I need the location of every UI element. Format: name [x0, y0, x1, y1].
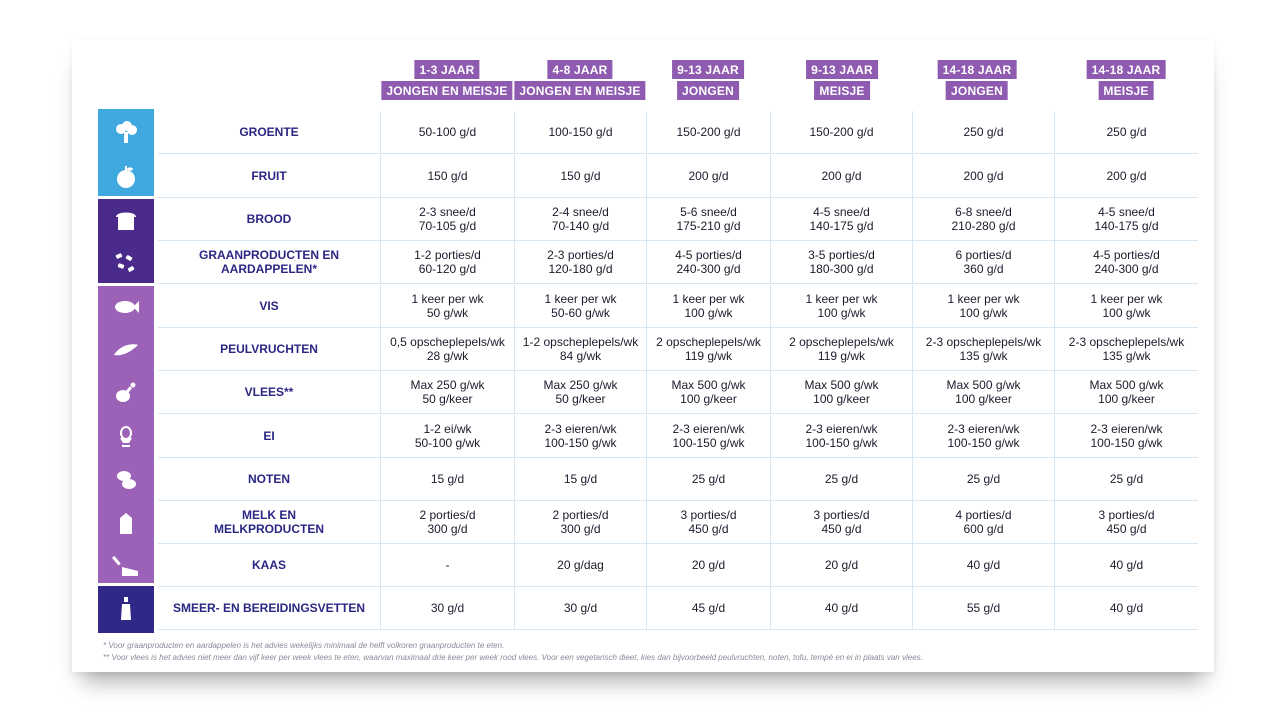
cell-line: 4-5 snee/d	[813, 205, 870, 219]
column-age-label: 4-8 JAAR	[548, 60, 613, 79]
table-row	[158, 501, 1198, 544]
cell-line: 2-4 snee/d	[552, 205, 609, 219]
bread-icon	[110, 206, 142, 234]
table-cell	[514, 587, 646, 629]
cell-line: 28 g/wk	[426, 349, 469, 363]
cell-line: 45 g/d	[691, 601, 726, 615]
table-cell	[770, 544, 912, 586]
cell-line: 100-150 g/wk	[672, 436, 745, 450]
cell-line: 55 g/d	[966, 601, 1001, 615]
cell-line: 4-5 porties/d	[675, 248, 742, 262]
cell-line: 200 g/d	[1106, 169, 1147, 183]
table-cell	[1054, 328, 1198, 370]
table-cell	[514, 198, 646, 240]
footnote-2: ** Voor vlees is het advies niet meer dan vijf keer per week vlees te eten, waarvan maximaal drie keer per week rood vlees. Voor een vegetarisch dieet, kies dan bijvoorbeeld peulvruchten, noten, tofu, tempé en ei in plaats van vlees.	[103, 653, 923, 662]
cell-line: 100 g/keer	[955, 392, 1012, 406]
table-cell	[646, 458, 770, 500]
row-label: SMEER- EN BEREIDINGSVETTEN	[172, 601, 366, 615]
cell-line: 135 g/wk	[959, 349, 1008, 363]
cell-line: 120-180 g/d	[548, 262, 613, 276]
table-cell	[912, 415, 1054, 457]
cell-line: 180-300 g/d	[809, 262, 874, 276]
cell-line: 5-6 snee/d	[680, 205, 737, 219]
table-cell	[912, 328, 1054, 370]
cell-line: 2-3 porties/d	[547, 248, 614, 262]
cell-line: 50-60 g/wk	[551, 306, 610, 320]
table-cell	[646, 285, 770, 327]
cell-line: 1-2 porties/d	[414, 248, 481, 262]
cell-line: 100-150 g/wk	[805, 436, 878, 450]
cell-line: 140-175 g/d	[809, 219, 874, 233]
footnote-1: * Voor graanproducten en aardappelen is het advies wekelijks minimaal de helft volkoren graanproducten te eten.	[103, 641, 505, 650]
table-cell	[912, 371, 1054, 413]
cell-line: 20 g/dag	[557, 558, 604, 572]
cell-line: 150 g/d	[427, 169, 468, 183]
cell-line: 175-210 g/d	[676, 219, 741, 233]
cell-line: 70-105 g/d	[418, 219, 477, 233]
table-cell	[380, 285, 514, 327]
row-label: BROOD	[246, 212, 292, 226]
table-cell	[380, 501, 514, 543]
table-row	[158, 285, 1198, 328]
cell-line: 50 g/keer	[555, 392, 606, 406]
table-cell	[1054, 285, 1198, 327]
cell-line: 50 g/wk	[426, 306, 469, 320]
table-cell	[514, 501, 646, 543]
cell-line: 4 porties/d	[955, 508, 1012, 522]
cell-line: 200 g/d	[963, 169, 1004, 183]
cell-line: 119 g/wk	[684, 349, 733, 363]
column-group-label: JONGEN	[677, 81, 739, 100]
cell-line: Max 500 g/wk	[671, 378, 746, 392]
table-cell	[1054, 111, 1198, 153]
table-cell	[514, 415, 646, 457]
cell-line: 100-150 g/d	[548, 125, 613, 139]
table-cell	[1054, 371, 1198, 413]
broccoli-icon	[110, 119, 142, 147]
row-label: VLEES**	[244, 385, 294, 399]
fish-icon	[110, 293, 142, 321]
table-row	[158, 371, 1198, 414]
column-group-label: MEISJE	[814, 81, 869, 100]
table-cell	[912, 111, 1054, 153]
cell-line: 100 g/wk	[959, 306, 1008, 320]
cell-line: 300 g/d	[560, 522, 601, 536]
table-cell	[646, 198, 770, 240]
cell-line: 150 g/d	[560, 169, 601, 183]
row-label: KAAS	[251, 558, 286, 572]
cell-line: 40 g/d	[966, 558, 1001, 572]
cell-line: 30 g/d	[563, 601, 598, 615]
cell-line: 3 porties/d	[1098, 508, 1155, 522]
egg-cup-icon	[110, 423, 142, 451]
column-age-label: 14-18 JAAR	[938, 60, 1017, 79]
cell-line: 6-8 snee/d	[955, 205, 1012, 219]
cell-line: 2-3 eieren/wk	[805, 422, 878, 436]
table-cell	[380, 111, 514, 153]
cell-line: 200 g/d	[821, 169, 862, 183]
cell-line: 15 g/d	[430, 472, 465, 486]
table-row	[158, 155, 1198, 198]
column-header	[514, 60, 645, 102]
cell-line: 2 opscheplepels/wk	[656, 335, 761, 349]
table-row	[158, 111, 1198, 154]
row-label: FRUIT	[251, 169, 287, 183]
cell-line: 2-3 eieren/wk	[947, 422, 1020, 436]
table-row	[158, 328, 1198, 371]
cell-line: 240-300 g/d	[1094, 262, 1159, 276]
row-label: NOTEN	[248, 472, 290, 486]
column-age-label: 9-13 JAAR	[806, 60, 878, 79]
cell-line: 100-150 g/wk	[947, 436, 1020, 450]
table-cell	[770, 155, 912, 197]
cell-line: 100 g/keer	[680, 392, 737, 406]
cell-line: 100 g/wk	[1102, 306, 1151, 320]
column-group-label: JONGEN	[946, 81, 1008, 100]
cell-line: 210-280 g/d	[951, 219, 1016, 233]
column-age-label: 9-13 JAAR	[672, 60, 744, 79]
table-cell	[912, 458, 1054, 500]
cell-line: 200 g/d	[688, 169, 729, 183]
cell-line: 15 g/d	[563, 472, 598, 486]
table-cell	[1054, 587, 1198, 629]
cell-line: 50-100 g/wk	[414, 436, 481, 450]
table-cell	[770, 458, 912, 500]
cell-line: Max 250 g/wk	[410, 378, 485, 392]
table-cell	[770, 371, 912, 413]
column-group-label: JONGEN EN MEISJE	[514, 81, 645, 100]
table-cell	[1054, 155, 1198, 197]
milk-carton-icon	[110, 509, 142, 537]
cell-line: 1 keer per wk	[805, 292, 878, 306]
cell-line: 20 g/d	[824, 558, 859, 572]
table-cell	[770, 501, 912, 543]
cell-line: 2-3 opscheplepels/wk	[1068, 335, 1185, 349]
pasta-icon	[110, 249, 142, 277]
cell-line: Max 250 g/wk	[543, 378, 618, 392]
cell-line: 50 g/keer	[422, 392, 473, 406]
table-cell	[380, 241, 514, 283]
cell-line: 100 g/keer	[813, 392, 870, 406]
cell-line: 84 g/wk	[559, 349, 602, 363]
table-cell	[912, 155, 1054, 197]
cell-line: 100-150 g/wk	[1090, 436, 1163, 450]
table-row	[158, 587, 1198, 630]
cell-line: 1-2 ei/wk	[423, 422, 472, 436]
cell-line: 2 porties/d	[419, 508, 476, 522]
cheese-slicer-icon	[110, 552, 142, 580]
nuts-icon	[110, 466, 142, 494]
table-cell	[380, 415, 514, 457]
column-header	[938, 60, 1017, 102]
table-cell	[1054, 544, 1198, 586]
cell-line: 1-2 opscheplepels/wk	[522, 335, 639, 349]
cell-line: 4-5 porties/d	[1093, 248, 1160, 262]
cell-line: 50-100 g/d	[418, 125, 477, 139]
row-label: MELK EN MELKPRODUCTEN	[214, 508, 324, 536]
column-header	[672, 60, 744, 102]
table-cell	[770, 241, 912, 283]
cell-line: 1 keer per wk	[544, 292, 617, 306]
cell-line: 240-300 g/d	[676, 262, 741, 276]
cell-line: 100 g/wk	[817, 306, 866, 320]
table-cell	[770, 415, 912, 457]
cell-line: 20 g/d	[691, 558, 726, 572]
table-cell	[514, 328, 646, 370]
cell-line: 300 g/d	[427, 522, 468, 536]
table-cell	[646, 328, 770, 370]
column-header	[1087, 60, 1166, 102]
table-cell	[514, 241, 646, 283]
table-cell	[770, 285, 912, 327]
cell-line: 100 g/keer	[1098, 392, 1155, 406]
table-cell	[514, 111, 646, 153]
cell-line: 2-3 snee/d	[419, 205, 476, 219]
cell-line: 2-3 eieren/wk	[672, 422, 745, 436]
cell-line: 2-3 eieren/wk	[1090, 422, 1163, 436]
cell-line: 450 g/d	[821, 522, 862, 536]
cell-line: 150-200 g/d	[676, 125, 741, 139]
table-cell	[1054, 458, 1198, 500]
cell-line: 40 g/d	[1109, 558, 1144, 572]
cell-line: 250 g/d	[963, 125, 1004, 139]
cell-line: 135 g/wk	[1102, 349, 1151, 363]
cell-line: 150-200 g/d	[809, 125, 874, 139]
row-label: VIS	[259, 299, 279, 313]
table-cell	[514, 285, 646, 327]
table-cell	[912, 241, 1054, 283]
cell-line: 3 porties/d	[813, 508, 870, 522]
table-cell	[912, 285, 1054, 327]
table-cell	[1054, 415, 1198, 457]
table-cell	[380, 155, 514, 197]
table-cell	[1054, 241, 1198, 283]
cell-line: Max 500 g/wk	[1089, 378, 1164, 392]
table-cell	[380, 328, 514, 370]
table-row	[158, 415, 1198, 458]
cell-line: 450 g/d	[688, 522, 729, 536]
table-cell	[380, 587, 514, 629]
table-cell	[646, 371, 770, 413]
cell-line: 1 keer per wk	[672, 292, 745, 306]
table-cell	[770, 111, 912, 153]
cell-line: 360 g/d	[963, 262, 1004, 276]
row-label: EI	[263, 429, 275, 443]
cell-line: 100-150 g/wk	[544, 436, 617, 450]
row-label: GRAANPRODUCTEN EN AARDAPPELEN*	[198, 248, 339, 276]
cell-line: 40 g/d	[1109, 601, 1144, 615]
cell-line: 30 g/d	[430, 601, 465, 615]
table-cell	[514, 544, 646, 586]
cell-line: 6 porties/d	[955, 248, 1012, 262]
cell-line: 2 opscheplepels/wk	[789, 335, 894, 349]
cell-line: 40 g/d	[824, 601, 859, 615]
oil-bottle-icon	[110, 595, 142, 623]
table-cell	[770, 198, 912, 240]
table-cell	[770, 328, 912, 370]
table-cell	[912, 587, 1054, 629]
cell-line: 2-3 opscheplepels/wk	[925, 335, 1042, 349]
cell-line: 600 g/d	[963, 522, 1004, 536]
table-cell	[646, 241, 770, 283]
table-cell	[646, 544, 770, 586]
cell-line: 3 porties/d	[680, 508, 737, 522]
table-cell	[380, 371, 514, 413]
cell-line: 2-3 eieren/wk	[544, 422, 617, 436]
cell-line: 2 porties/d	[552, 508, 609, 522]
table-cell	[1054, 501, 1198, 543]
table-row	[158, 458, 1198, 501]
drumstick-icon	[110, 379, 142, 407]
cell-line: 25 g/d	[966, 472, 1001, 486]
cell-line: 119 g/wk	[817, 349, 866, 363]
cell-line: 4-5 snee/d	[1098, 205, 1155, 219]
cell-line: 0,5 opscheplepels/wk	[390, 335, 505, 349]
table-cell	[514, 458, 646, 500]
table-cell	[646, 111, 770, 153]
table-cell	[514, 371, 646, 413]
cell-line: 140-175 g/d	[1094, 219, 1159, 233]
cell-line: 60-120 g/d	[418, 262, 477, 276]
row-label: PEULVRUCHTEN	[220, 342, 318, 356]
cell-line: 450 g/d	[1106, 522, 1147, 536]
column-header	[381, 60, 512, 102]
apple-icon	[110, 163, 142, 191]
table-cell	[770, 587, 912, 629]
cell-line: 250 g/d	[1106, 125, 1147, 139]
table-cell	[912, 198, 1054, 240]
cell-line: 3-5 porties/d	[808, 248, 875, 262]
table-cell	[912, 544, 1054, 586]
table-row	[158, 198, 1198, 241]
table-cell	[646, 587, 770, 629]
column-header	[806, 60, 878, 102]
peapod-icon	[110, 336, 142, 364]
table-cell	[646, 155, 770, 197]
cell-line: -	[445, 558, 450, 572]
row-label: GROENTE	[239, 125, 299, 139]
column-age-label: 1-3 JAAR	[415, 60, 480, 79]
cell-line: 25 g/d	[691, 472, 726, 486]
table-cell	[514, 155, 646, 197]
column-age-label: 14-18 JAAR	[1087, 60, 1166, 79]
table-cell	[646, 501, 770, 543]
cell-line: 25 g/d	[1109, 472, 1144, 486]
cell-line: Max 500 g/wk	[804, 378, 879, 392]
table-cell	[1054, 198, 1198, 240]
table-cell	[380, 544, 514, 586]
cell-line: 25 g/d	[824, 472, 859, 486]
cell-line: 1 keer per wk	[1090, 292, 1163, 306]
column-group-label: MEISJE	[1098, 81, 1153, 100]
cell-line: 1 keer per wk	[411, 292, 484, 306]
table-cell	[380, 198, 514, 240]
table-row	[158, 544, 1198, 587]
table-cell	[380, 458, 514, 500]
table-cell	[912, 501, 1054, 543]
table-row	[158, 241, 1198, 284]
cell-line: 100 g/wk	[684, 306, 733, 320]
cell-line: Max 500 g/wk	[946, 378, 1021, 392]
footnotes	[103, 640, 923, 664]
cell-line: 1 keer per wk	[947, 292, 1020, 306]
table-cell	[646, 415, 770, 457]
column-group-label: JONGEN EN MEISJE	[381, 81, 512, 100]
cell-line: 70-140 g/d	[551, 219, 610, 233]
